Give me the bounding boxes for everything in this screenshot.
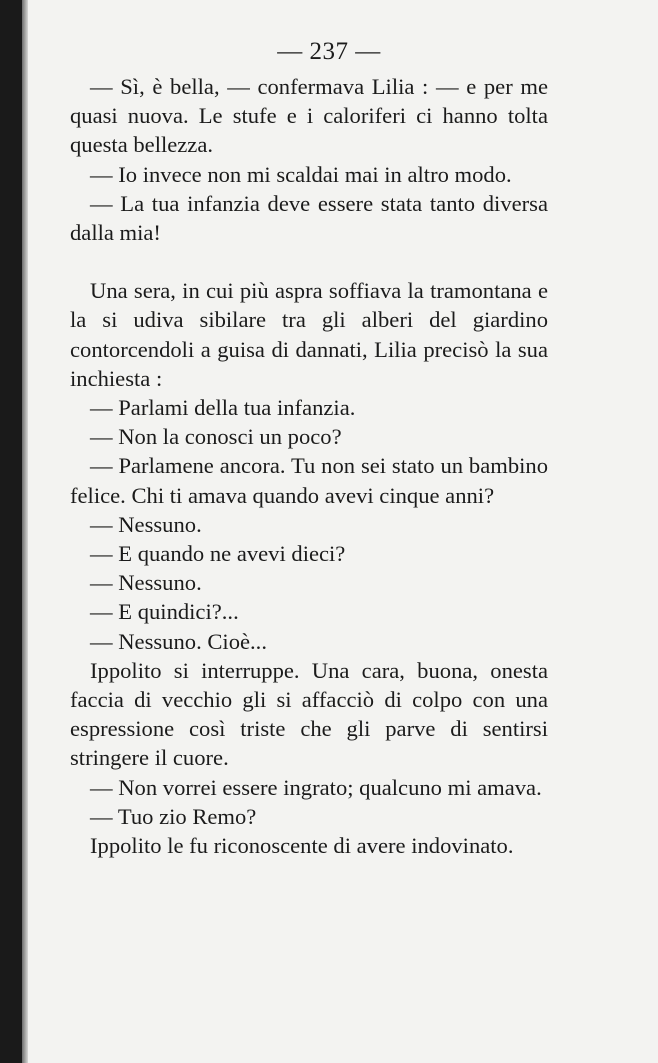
paragraph: — La tua infanzia deve essere stata tanto diversa dalla mia! xyxy=(70,190,548,246)
paragraph: — E quando ne avevi dieci? xyxy=(90,541,346,567)
paragraph: — Non vorrei essere ingrato; qualcuno mi amava. xyxy=(90,774,542,800)
paragraph: Ippolito le fu riconoscente di avere indovinato. xyxy=(90,833,514,859)
paragraph: — Parlami della tua infanzia. xyxy=(90,395,356,421)
paragraph: — Nessuno. Cioè... xyxy=(90,628,267,654)
paragraph: — Nessuno. xyxy=(90,511,202,537)
paragraph: — E quindici?... xyxy=(90,599,239,625)
paragraph: — Sì, è bella, — confermava Lilia : — e per me quasi nuova. Le stufe e i caloriferi ci hanno tolta questa bellezza. xyxy=(70,74,548,158)
paragraph: — Tuo zio Remo? xyxy=(90,803,257,829)
paragraph: — Io invece non mi scaldai mai in altro modo. xyxy=(90,161,512,187)
book-gutter xyxy=(22,0,28,1063)
paragraph: Ippolito si interruppe. Una cara, buona, onesta faccia di vecchio gli si affacciò di colpo con una espressione così triste che gli parve di sentirsi stringere il cuore. xyxy=(70,657,548,771)
paragraph: — Nessuno. xyxy=(90,570,202,596)
body-text xyxy=(70,72,548,860)
paragraph: — Non la conosci un poco? xyxy=(90,424,342,450)
page-number: — 237 — xyxy=(277,38,381,65)
book-spine-shadow xyxy=(0,0,22,1063)
paragraph: Una sera, in cui più aspra soffiava la tramontana e la si udiva sibilare tra gli alberi del giardino contorcendoli a guisa di dannati, Lilia precisò la sua inchiesta : xyxy=(70,278,548,391)
paragraph: — Parlamene ancora. Tu non sei stato un bambino felice. Chi ti amava quando avevi cinque anni? xyxy=(70,453,548,508)
